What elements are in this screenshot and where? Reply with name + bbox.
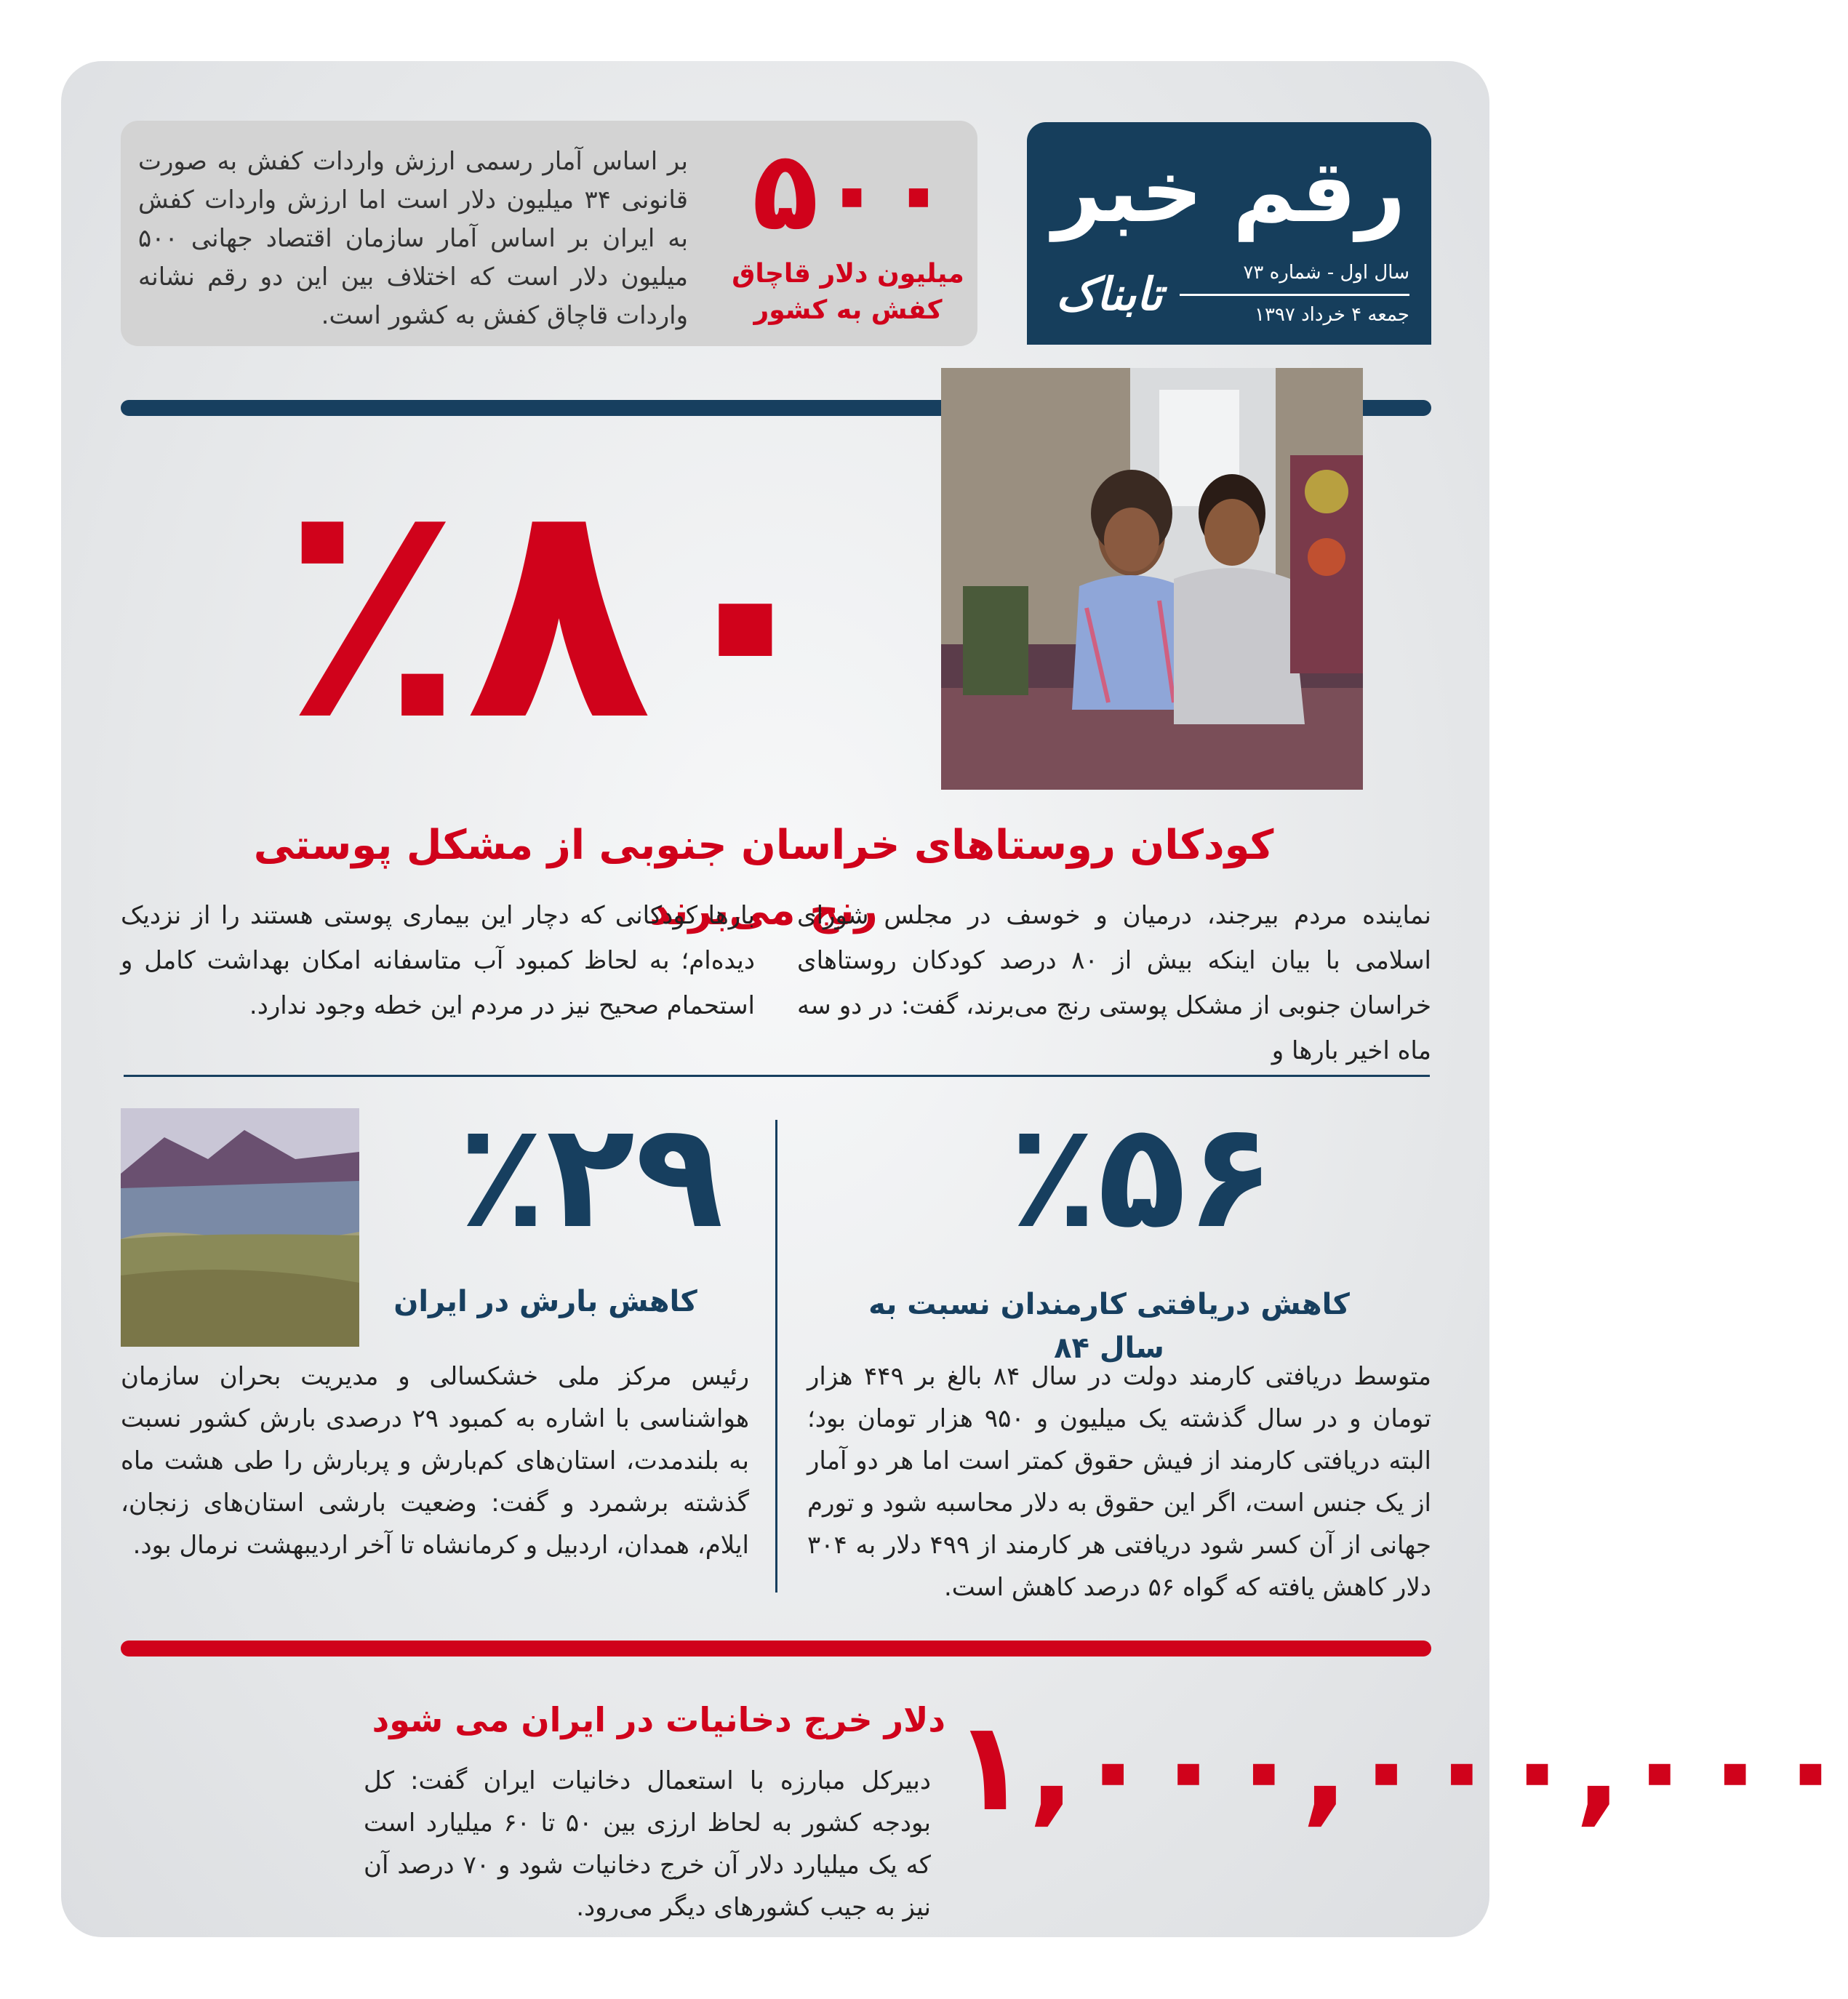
top-item-number: ۵۰۰ — [752, 128, 952, 255]
top-item-subtitle: میلیون دلار قاچاق کفش به کشور — [732, 259, 964, 325]
stat-56-headline: کاهش دریافتی کارمندان نسبت به سال ۸۴ — [868, 1288, 1350, 1365]
section-divider-thin — [124, 1075, 1430, 1077]
lake-photo — [121, 1108, 359, 1347]
stat-29-text: رئیس مرکز ملی خشکسالی و مدیریت بحران سازمان هواشناسی با اشاره به کمبود ۲۹ درصدی بارش کشور نسبت به بلندمدت، استان‌های کم‌بارش و پربارش را طی هشت ماه گذشته برشمرد و گفت: وضعیت بارشی استان‌های زنجان، ایلام، همدان، اردبیل و کرمانشاه تا آخر اردیبهشت نرمال بود. — [121, 1362, 750, 1560]
stat-80-text-right: نماینده مردم بیرجند، درمیان و خوسف در مجلس شورای اسلامی با بیان اینکه بیش از ۸۰ درصد کودکان روستاهای خراسان جنوبی از مشکل پوستی رنج می‌برند، گفت: در دو سه ماه اخیر بارها و — [797, 901, 1432, 1065]
section-divider-red — [121, 1641, 1431, 1657]
stat-billion-number: ۱,۰۰۰,۰۰۰,۰۰۰ — [953, 1695, 1848, 1839]
stat-billion-text: دبیرکل مبارزه با استعمال دخانیات ایران گفت: کل بودجه کشور به لحاظ ارزی بین ۵۰ تا ۶۰ میلیارد است که یک میلیارد دلار آن خرج دخانیات شود و ۷۰ درصد آن نیز به جیب کشورهای دیگر می‌رود. — [364, 1766, 932, 1922]
stat-80-number: ٪۸۰ — [279, 433, 839, 788]
stat-56-number: ٪۵۶ — [1008, 1091, 1276, 1261]
stat-29-number: ٪۲۹ — [457, 1091, 724, 1261]
issue-line: سال اول - شماره ۷۳ — [1243, 262, 1409, 284]
column-divider — [775, 1120, 777, 1593]
stat-56-text: متوسط دریافتی کارمند دولت در سال ۸۴ بالغ بر ۴۴۹ هزار تومان و در سال گذشته یک میلیون و ۹۵۰ هزار تومان بود؛ البته دریافتی کارمند از فیش حقوق کمتر است اما هر دو آمار از یک جنس است، اگر این حقوق به دلار محاسبه شود و تورم جهانی از آن کسر شود دریافتی هر کارمند از ۴۹۹ دلار به ۳۰۴ دلار کاهش یافته که گواه ۵۶ درصد کاهش است. — [807, 1362, 1431, 1602]
children-photo — [941, 368, 1363, 790]
stat-billion-headline: دلار خرج دخانیات در ایران می شود — [372, 1700, 945, 1739]
stat-29-headline: کاهش بارش در ایران — [393, 1285, 697, 1318]
date-line: جمعه ۴ خرداد ۱۳۹۷ — [1254, 304, 1409, 326]
stat-80-text-left: بارها کودکانی که دچار این بیماری پوستی هستند را از نزدیک دیده‌ام؛ به لحاظ کمبود آب متاسفانه امکان بهداشت کامل و استحمام صحیح نیز در مردم این خطه وجود ندارد. — [121, 901, 755, 1020]
masthead — [1027, 122, 1431, 345]
masthead-title: رقم خبر — [1052, 141, 1406, 241]
lake-photo-illustration — [121, 1108, 359, 1347]
stat-80-headline: کودکان روستاهای خراسان جنوبی از مشکل پوستی رنج می‌برند — [253, 822, 1274, 934]
children-photo-illustration — [941, 368, 1363, 790]
brand-logo: تابناک — [1056, 268, 1163, 321]
masthead-divider — [1180, 294, 1409, 296]
top-item-text: بر اساس آمار رسمی ارزش واردات کفش به صورت قانونی ۳۴ میلیون دلار است اما ارزش واردات کفش به ایران بر اساس آمار سازمان اقتصاد جهانی ۵۰۰ میلیون دلار است که اختلاف بین این دو رقم نشانه واردات قاچاق کفش به کشور است. — [138, 147, 688, 330]
